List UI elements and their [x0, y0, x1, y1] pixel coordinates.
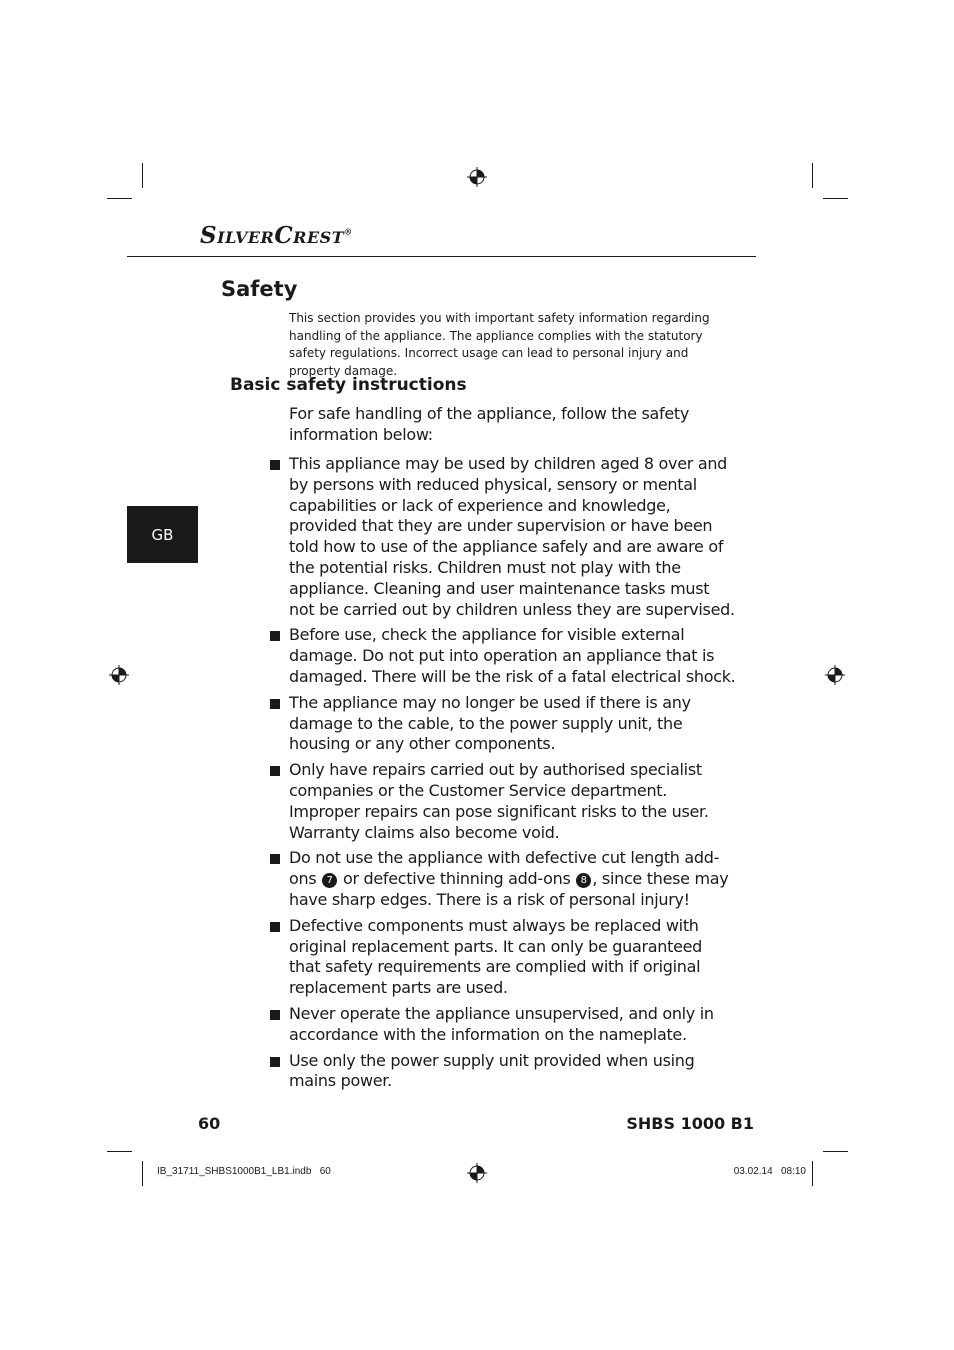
list-item-text: Before use, check the appliance for visible external damage. Do not put into operation an appliance that is damaged. There will be the risk of a fatal electrical shock. [289, 625, 736, 686]
square-bullet-icon [270, 854, 280, 864]
registered-mark: ® [344, 226, 353, 237]
list-item [268, 916, 738, 999]
list-item [268, 1004, 738, 1046]
list-item-text: This appliance may be used by children aged 8 over and by persons with reduced physical, sensory or mental capabilities or lack of experience and knowledge, provided that they are under supervision or have been told how to use of the appliance safely and are aware of the potential risks. Children must not play with the appliance. Cleaning and user maintenance tasks must not be carried out by children unless they are supervised. [289, 454, 735, 619]
safety-list [268, 454, 738, 1097]
list-item [268, 848, 738, 910]
square-bullet-icon [270, 1057, 280, 1067]
print-slug-datetime: 03.02.14 08:10 [733, 1166, 806, 1177]
part-reference-badge: 8 [576, 873, 591, 888]
registration-mark-icon [467, 1163, 487, 1183]
crop-mark [812, 1161, 813, 1186]
square-bullet-icon [270, 460, 280, 470]
list-item-text: Only have repairs carried out by authorised specialist companies or the Customer Service department. Improper repairs can pose significant risks to the user. Warranty claims also become void. [289, 760, 709, 842]
brand-logo-text: SilverCrest [200, 222, 345, 249]
page-number: 60 [198, 1114, 221, 1133]
list-item-text: Use only the power supply unit provided when using mains power. [289, 1050, 695, 1091]
square-bullet-icon [270, 922, 280, 932]
crop-mark [823, 198, 848, 199]
language-tab-label: GB [151, 525, 174, 544]
list-item-text: Defective components must always be replaced with original replacement parts. It can only be guaranteed that safety requirements are complied with if original replacement parts are used. [289, 915, 703, 998]
crop-mark [142, 163, 143, 188]
list-item-text: Never operate the appliance unsupervised, and only in accordance with the information on the nameplate. [289, 1003, 714, 1044]
list-item [268, 625, 738, 687]
language-tab [127, 506, 198, 563]
crop-mark [107, 198, 132, 199]
part-reference-badge: 7 [322, 873, 337, 888]
header-rule [127, 256, 756, 257]
crop-mark [823, 1151, 848, 1152]
list-item-text: , since these may have sharp edges. There is a risk of personal injury! [289, 869, 729, 909]
section-title: Safety [221, 277, 298, 301]
list-item [268, 760, 738, 843]
square-bullet-icon [270, 699, 280, 709]
registration-mark-icon [109, 665, 129, 685]
model-number: SHBS 1000 B1 [626, 1114, 754, 1133]
list-item-text: Do not use the appliance with defective cut length add-ons [289, 848, 720, 889]
list-item-text: or defective thinning add-ons [342, 869, 571, 889]
square-bullet-icon [270, 766, 280, 776]
crop-mark [107, 1151, 132, 1152]
section-intro: This section provides you with important safety information regarding handling of the appliance. The appliance complies with the statutory safety regulations. Incorrect usage can lead to personal injury and property damage. [289, 311, 710, 378]
brand-logo [200, 222, 353, 249]
square-bullet-icon [270, 1010, 280, 1020]
square-bullet-icon [270, 631, 280, 641]
registration-mark-icon [467, 167, 487, 187]
list-item [268, 454, 738, 620]
crop-mark [142, 1161, 143, 1186]
registration-mark-icon [825, 665, 845, 685]
list-item-text: The appliance may no longer be used if there is any damage to the cable, to the power supply unit, the housing or any other components. [289, 692, 691, 754]
print-slug-file: IB_31711_SHBS1000B1_LB1.indb 60 [157, 1166, 331, 1177]
list-item [268, 1051, 738, 1093]
list-item [268, 693, 738, 755]
subsection-lead: For safe handling of the appliance, follow the safety information below: [289, 404, 689, 444]
subsection-title: Basic safety instructions [230, 375, 467, 395]
crop-mark [812, 163, 813, 188]
